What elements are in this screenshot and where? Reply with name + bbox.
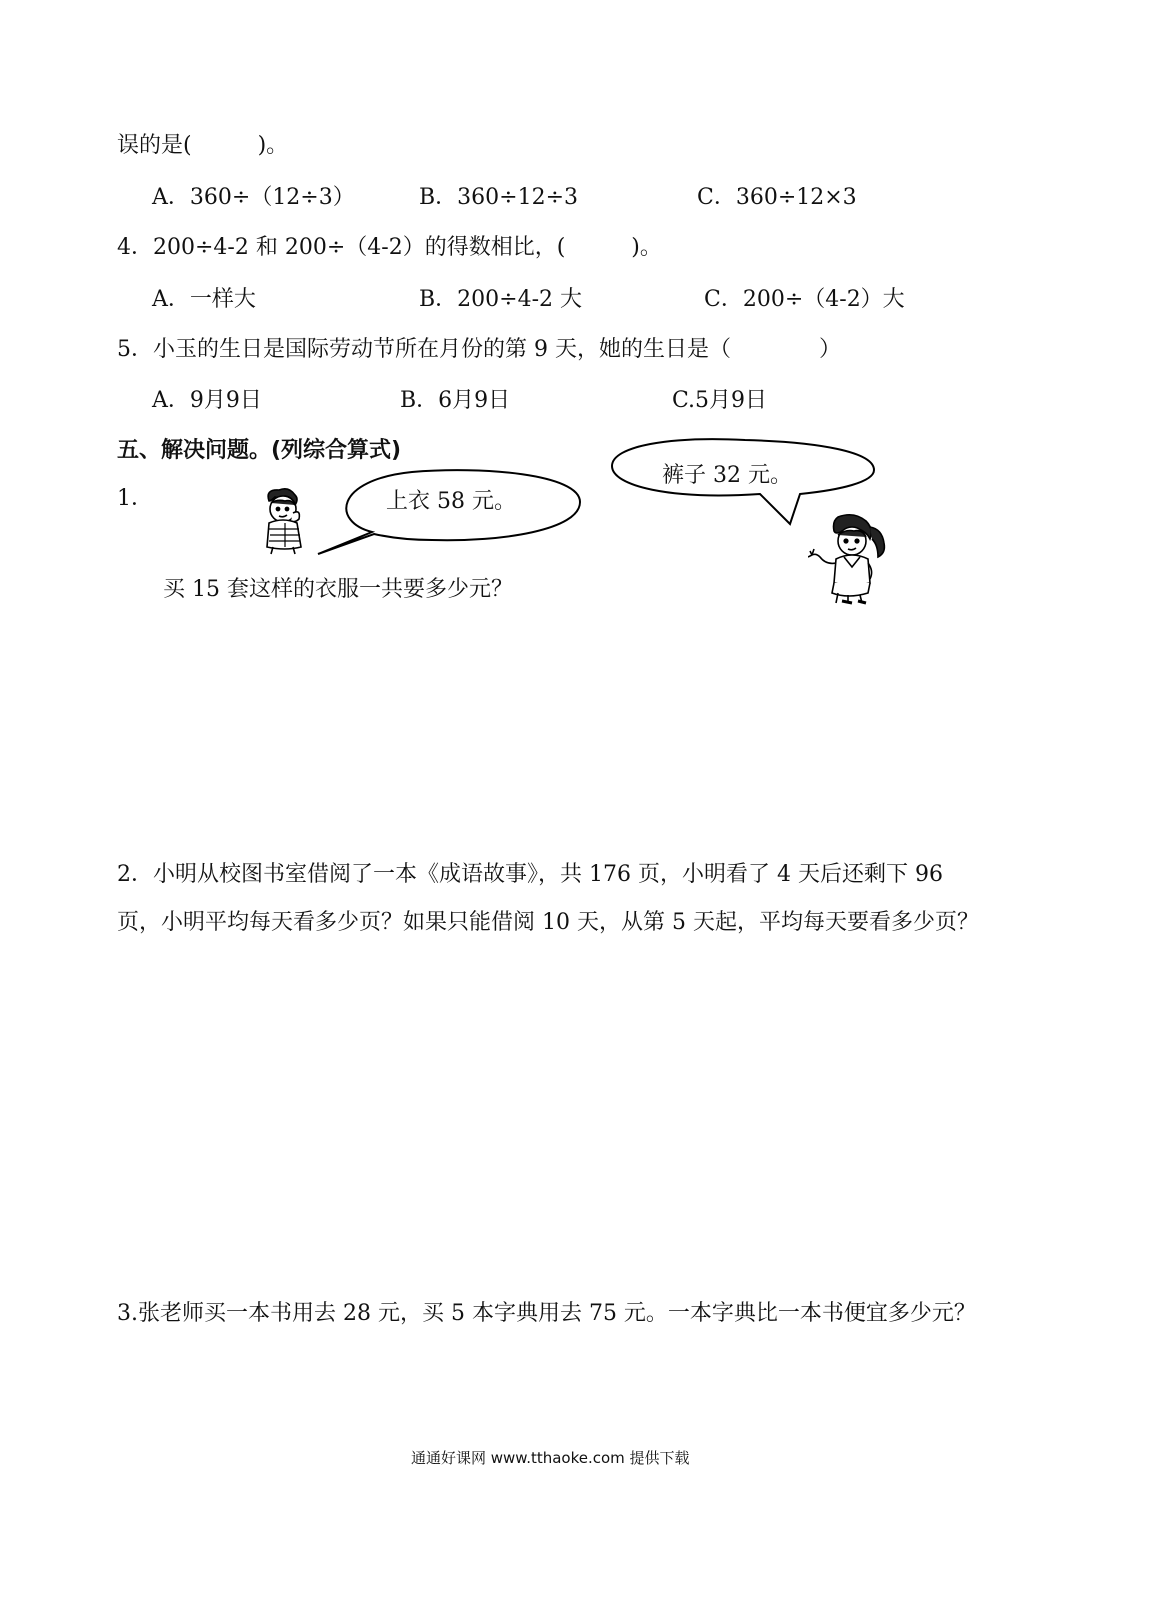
q5-option-a: A．9月9日	[152, 388, 262, 413]
q4-stem: 4．200÷4-2 和 200÷（4-2）的得数相比，( )。	[117, 235, 662, 260]
girl-bubble-text: 裤子 32 元。	[662, 463, 792, 488]
q5-stem: 5．小玉的生日是国际劳动节所在月份的第 9 天，她的生日是（ ）	[117, 337, 841, 362]
boy-speech-bubble	[312, 466, 582, 562]
problem-3: 3.张老师买一本书用去 28 元，买 5 本字典用去 75 元。一本字典比一本书便宜多少元？	[117, 1301, 976, 1326]
q3-option-a: A．360÷（12÷3）	[152, 185, 355, 210]
q3-option-b: B．360÷12÷3	[419, 185, 579, 210]
problem-2-line-2: 页，小明平均每天看多少页？如果只能借阅 10 天，从第 5 天起，平均每天要看多少页？	[117, 910, 979, 935]
q5-option-c: C.5月9日	[672, 388, 768, 413]
q4-option-c: C．200÷（4-2）大	[704, 287, 905, 312]
boy-bubble-text: 上衣 58 元。	[386, 489, 516, 514]
q3-tail: 误的是( )。	[117, 133, 289, 158]
girl-illustration-icon	[808, 513, 892, 605]
q3-option-c: C．360÷12×3	[697, 185, 857, 210]
q4-option-a: A．一样大	[152, 287, 256, 312]
page-footer: 通通好课网 www.tthaoke.com 提供下载	[411, 1449, 690, 1467]
problem-2-line-1: 2．小明从校图书室借阅了一本《成语故事》，共 176 页，小明看了 4 天后还剩下 96	[117, 862, 943, 887]
section-title: 五、解决问题。(列综合算式)	[117, 438, 402, 463]
q5-option-b: B．6月9日	[400, 388, 511, 413]
boy-illustration-icon	[255, 487, 317, 555]
problem-1-number: 1．	[117, 486, 153, 511]
q4-option-b: B．200÷4-2 大	[419, 287, 583, 312]
problem-1-question: 买 15 套这样的衣服一共要多少元？	[163, 577, 513, 602]
